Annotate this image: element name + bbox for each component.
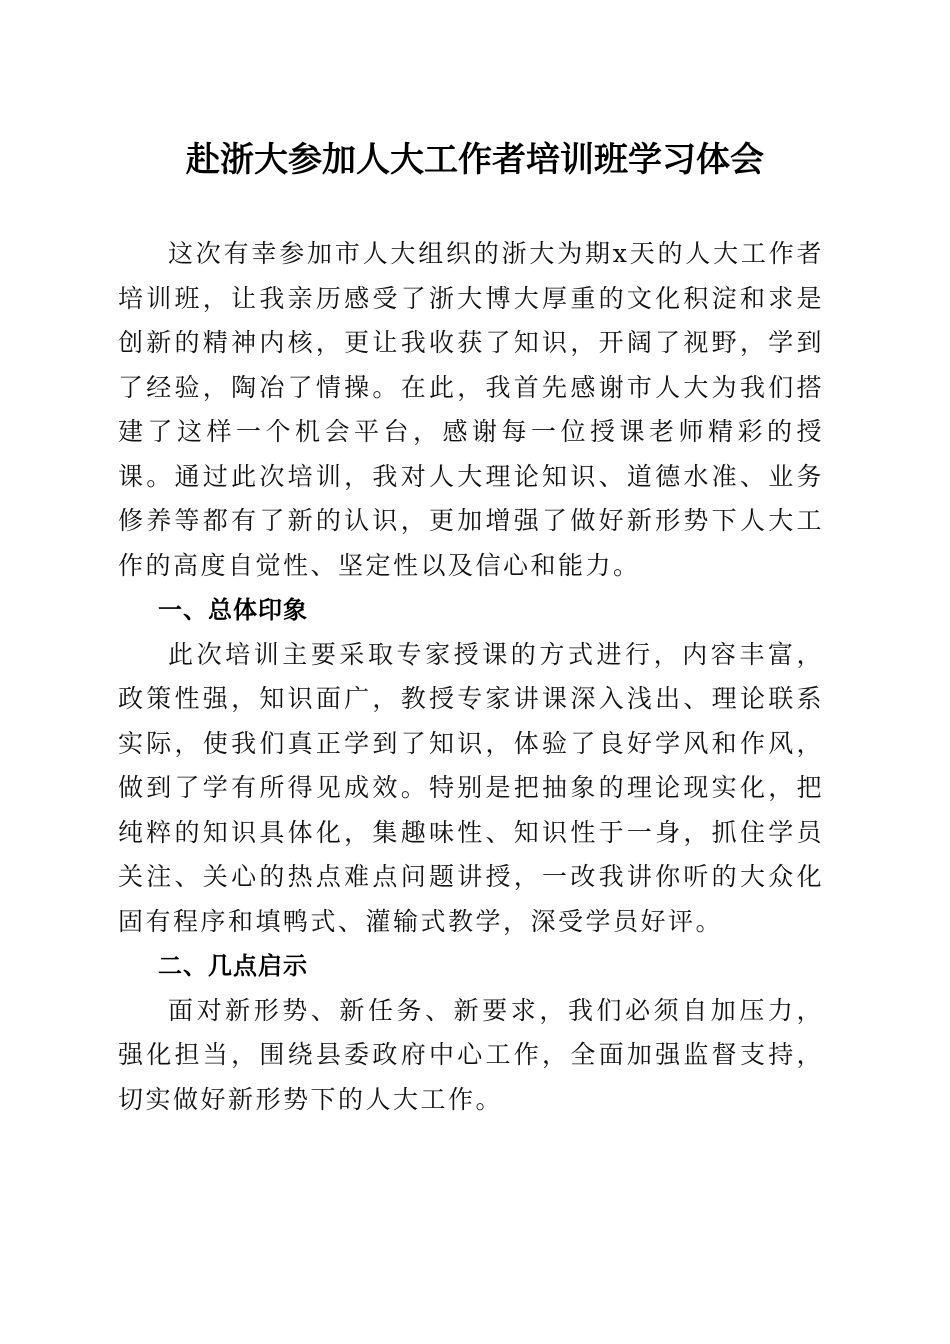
section-heading-overall-impression: 一、总体印象 xyxy=(158,596,308,624)
document-title: 赴浙大参加人大工作者培训班学习体会 xyxy=(186,140,764,180)
section-paragraph-insights: 面对新形势、新任务、新要求，我们必须自加压力，强化担当，围绕县委政府中心工作，全面加强监督支持，切实做好新形势下的人大工作。 xyxy=(118,995,824,1114)
section-heading-insights: 二、几点启示 xyxy=(158,952,308,980)
document-body xyxy=(118,232,824,1122)
section-paragraph-overall-impression: 此次培训主要采取专家授课的方式进行，内容丰富，政策性强，知识面广，教授专家讲课深入浅出、理论联系实际，使我们真正学到了知识，体验了良好学风和作风，做到了学有所得见成效。特别是把抽象的理论现实化，把纯粹的知识具体化，集趣味性、知识性于一身，抓住学员关注、关心的热点难点问题讲授，一改我讲你听的大众化固有程序和填鸭式、灌输式教学，深受学员好评。 xyxy=(118,639,824,936)
intro-paragraph: 这次有幸参加市人大组织的浙大为期x天的人大工作者培训班，让我亲历感受了浙大博大厚重的文化积淀和求是创新的精神内核，更让我收获了知识，开阔了视野，学到了经验，陶冶了情操。在此，我首先感谢市人大为我们搭建了这样一个机会平台，感谢每一位授课老师精彩的授课。通过此次培训，我对人大理论知识、道德水准、业务修养等都有了新的认识，更加增强了做好新形势下人大工作的高度自觉性、坚定性以及信心和能力。 xyxy=(118,239,824,580)
